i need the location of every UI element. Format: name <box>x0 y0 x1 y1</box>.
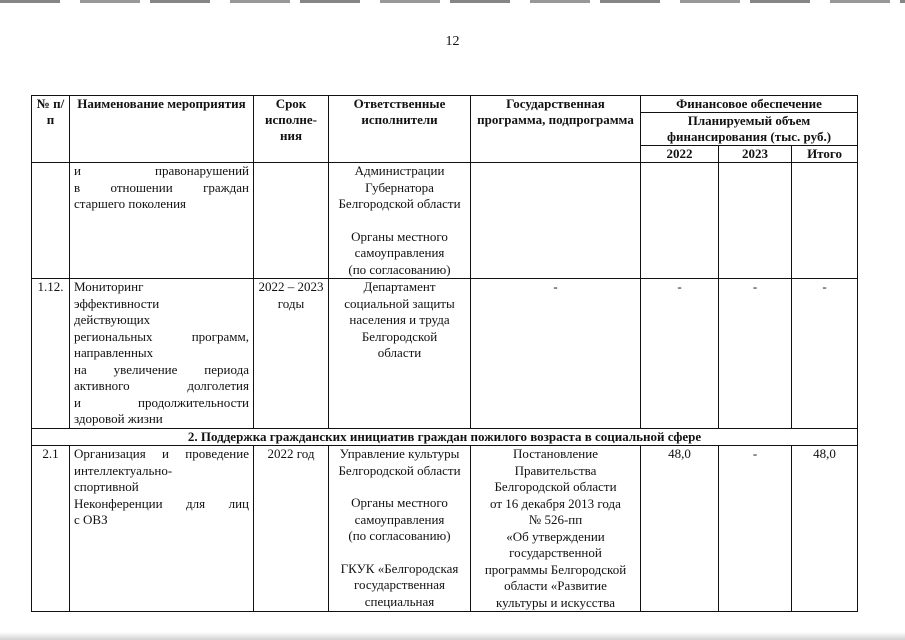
row-executor-line: (по согласованию) <box>348 261 451 277</box>
scan-edge-bottom <box>0 632 905 640</box>
row-executor-line: специальная <box>364 593 435 609</box>
row-program: - <box>471 279 641 429</box>
header-year-2023: 2023 <box>719 146 792 163</box>
row-name-line: в отношении граждан <box>74 179 249 195</box>
row-name-line: активного долголетия <box>74 378 249 393</box>
header-year-2022: 2022 <box>641 146 719 163</box>
row-2022: 48,0 <box>641 446 719 612</box>
row-name-line: старшего поколения <box>74 196 187 211</box>
row-name-line: спортивной <box>74 479 139 494</box>
row-executor-gap <box>333 479 466 495</box>
row-program-line: Постановление <box>513 446 598 461</box>
row-num <box>32 163 70 279</box>
row-executor-line: Департамент <box>363 279 436 294</box>
row-name-line: Организация и проведение <box>74 446 249 461</box>
row-total: - <box>792 279 858 429</box>
header-name: Наименование мероприятия <box>70 96 254 163</box>
row-program <box>471 163 641 279</box>
row-executors <box>329 446 471 612</box>
row-term: 2022 – 2023 годы <box>254 279 329 429</box>
row-total: 48,0 <box>792 446 858 612</box>
row-2023 <box>719 163 792 279</box>
row-executor-line: самоуправления <box>354 245 445 260</box>
row-2022 <box>641 163 719 279</box>
table-row <box>32 446 858 612</box>
row-2023: - <box>719 446 792 612</box>
table-row <box>32 279 858 429</box>
page-number: 12 <box>445 34 460 49</box>
header-planned-volume: Планируемый объем финансирования (тыс. руб.) <box>641 113 858 146</box>
row-executor-line: ГКУК «Белгородская <box>340 560 459 576</box>
row-program-line: области «Развитие <box>504 578 607 593</box>
row-executor-line: Губернатора <box>365 179 434 195</box>
row-executor-line: Управление культуры <box>339 446 460 461</box>
row-name-line: Неконференции для лиц <box>74 495 249 511</box>
row-num: 1.12. <box>32 279 70 429</box>
row-executor-line: Белгородской области <box>338 196 461 211</box>
row-executor-line: Администрации <box>354 163 445 178</box>
row-total <box>792 163 858 279</box>
row-executor-line: Органы местного <box>351 228 448 244</box>
row-program-line: Белгородской области <box>494 479 617 494</box>
row-name-line: действующих <box>74 312 151 327</box>
row-program-line: «Об утверждении <box>506 528 605 544</box>
row-executor-line: Органы местного <box>351 495 448 510</box>
row-program-line: программы Белгородской <box>484 561 627 577</box>
row-executor-line: Белгородской области <box>338 462 461 478</box>
row-name-line: и правонарушений <box>74 163 249 178</box>
row-name <box>70 163 254 279</box>
table-row <box>32 163 858 279</box>
row-name <box>70 279 254 429</box>
section-row <box>32 428 858 446</box>
row-program <box>471 446 641 612</box>
row-executors <box>329 279 471 429</box>
row-num: 2.1 <box>32 446 70 612</box>
row-name-line: интеллектуально- <box>74 462 173 478</box>
row-name-line: здоровой жизни <box>74 411 163 426</box>
row-name-line: с ОВЗ <box>74 512 108 527</box>
row-executor-line: (по согласованию) <box>348 528 451 543</box>
scan-edge-top <box>0 0 905 3</box>
row-name-line: региональных программ, <box>74 328 249 344</box>
row-program-line: от 16 декабря 2013 года <box>490 495 621 511</box>
header-executors: Ответственные исполнители <box>329 96 471 163</box>
row-name-line: и продолжительности <box>74 394 249 410</box>
header-term: Срок исполне-ния <box>254 96 329 163</box>
row-name-line: направленных <box>74 345 154 360</box>
row-executor-line: населения и труда <box>349 312 450 327</box>
row-name-line: Мониторинг <box>74 279 144 294</box>
header-num: № п/п <box>32 96 70 163</box>
row-executor-line: Белгородской <box>361 328 438 344</box>
row-executor-line: социальной защиты <box>344 295 455 311</box>
header-financing: Финансовое обеспечение <box>641 96 858 113</box>
activity-plan-table <box>31 95 858 612</box>
row-executor-line: области <box>377 345 422 360</box>
row-executor-gap <box>333 545 466 561</box>
header-total: Итого <box>792 146 858 163</box>
header-program: Государственная программа, подпрограмма <box>471 96 641 163</box>
row-program-line: № 526-пп <box>528 512 583 527</box>
row-term <box>254 163 329 279</box>
row-executors <box>329 163 471 279</box>
row-2023: - <box>719 279 792 429</box>
row-2022: - <box>641 279 719 429</box>
section-title: 2. Поддержка гражданских инициатив граждан пожилого возраста в социальной сфере <box>32 428 858 446</box>
row-name-line: эффективности <box>74 295 160 311</box>
row-name-line: на увеличение периода <box>74 361 249 377</box>
row-term: 2022 год <box>254 446 329 612</box>
row-program-line: государственной <box>509 545 602 560</box>
row-program-line: культуры и искусства <box>496 594 615 610</box>
row-program-line: Правительства <box>514 462 597 478</box>
row-name <box>70 446 254 612</box>
row-executor-gap <box>333 213 466 229</box>
row-executor-line: государственная <box>354 577 445 592</box>
header-row <box>32 96 858 113</box>
row-executor-line: самоуправления <box>354 511 445 527</box>
